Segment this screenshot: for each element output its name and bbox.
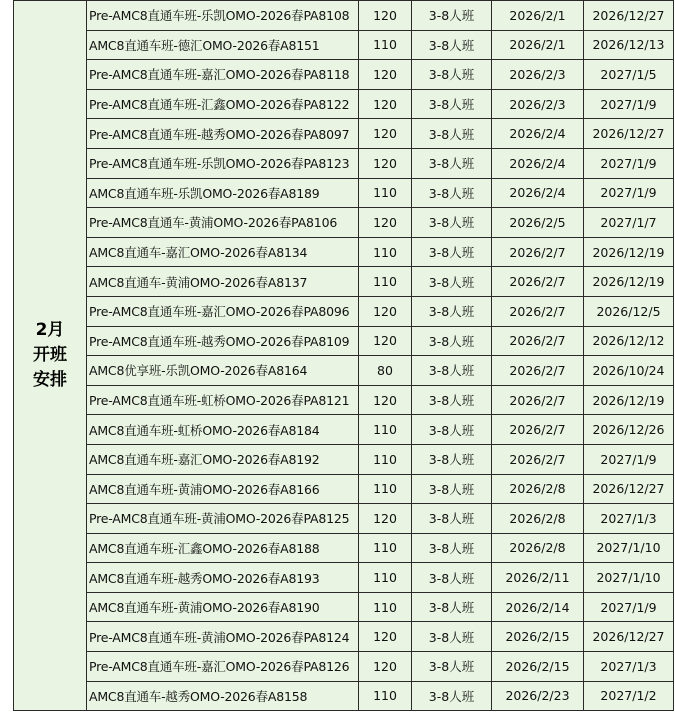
start-date-cell: 2026/2/15 <box>492 622 584 652</box>
class-size-cell: 3-8人班 <box>412 444 492 474</box>
end-date-cell: 2026/12/26 <box>584 415 674 445</box>
table-row <box>14 681 674 711</box>
class-name-cell: Pre-AMC8直通车班-黄浦OMO-2026春PA8125 <box>87 504 359 534</box>
table-row <box>14 30 674 60</box>
price-cell: 120 <box>359 652 412 682</box>
month-group-label-line: 2月 <box>35 320 65 341</box>
start-date-cell: 2026/2/3 <box>492 89 584 119</box>
end-date-cell: 2027/1/10 <box>584 563 674 593</box>
class-name-cell: AMC8直通车-黄浦OMO-2026春A8137 <box>87 267 359 297</box>
class-name-cell: AMC8直通车-越秀OMO-2026春A8158 <box>87 681 359 711</box>
class-size-cell: 3-8人班 <box>412 474 492 504</box>
table-row <box>14 89 674 119</box>
price-cell: 110 <box>359 533 412 563</box>
end-date-cell: 2027/1/9 <box>584 444 674 474</box>
end-date-cell: 2026/10/24 <box>584 356 674 386</box>
class-name-cell: Pre-AMC8直通车班-乐凯OMO-2026春PA8108 <box>87 1 359 31</box>
class-size-cell: 3-8人班 <box>412 563 492 593</box>
price-cell: 110 <box>359 681 412 711</box>
class-name-cell: AMC8直通车班-汇鑫OMO-2026春A8188 <box>87 533 359 563</box>
class-size-cell: 3-8人班 <box>412 119 492 149</box>
price-cell: 110 <box>359 178 412 208</box>
end-date-cell: 2027/1/3 <box>584 652 674 682</box>
price-cell: 110 <box>359 267 412 297</box>
table-row <box>14 60 674 90</box>
end-date-cell: 2027/1/3 <box>584 504 674 534</box>
price-cell: 120 <box>359 119 412 149</box>
price-cell: 110 <box>359 563 412 593</box>
table-row <box>14 474 674 504</box>
class-name-cell: Pre-AMC8直通车班-汇鑫OMO-2026春PA8122 <box>87 89 359 119</box>
schedule-table-frame <box>13 0 673 722</box>
price-cell: 110 <box>359 415 412 445</box>
price-cell: 110 <box>359 592 412 622</box>
table-row <box>14 148 674 178</box>
class-size-cell: 3-8人班 <box>412 1 492 31</box>
class-size-cell: 3-8人班 <box>412 30 492 60</box>
end-date-cell: 2027/1/2 <box>584 681 674 711</box>
price-cell: 120 <box>359 148 412 178</box>
class-name-cell: Pre-AMC8直通车班-嘉汇OMO-2026春PA8096 <box>87 296 359 326</box>
schedule-table-body <box>14 1 674 711</box>
price-cell: 120 <box>359 296 412 326</box>
start-date-cell: 2026/2/8 <box>492 504 584 534</box>
end-date-cell: 2026/12/5 <box>584 296 674 326</box>
end-date-cell: 2026/12/13 <box>584 30 674 60</box>
class-size-cell: 3-8人班 <box>412 267 492 297</box>
table-row <box>14 178 674 208</box>
table-row <box>14 119 674 149</box>
class-size-cell: 3-8人班 <box>412 356 492 386</box>
price-cell: 120 <box>359 60 412 90</box>
class-size-cell: 3-8人班 <box>412 415 492 445</box>
end-date-cell: 2026/12/19 <box>584 385 674 415</box>
class-size-cell: 3-8人班 <box>412 89 492 119</box>
start-date-cell: 2026/2/1 <box>492 30 584 60</box>
class-size-cell: 3-8人班 <box>412 652 492 682</box>
month-group-label-line: 安排 <box>33 370 67 391</box>
class-size-cell: 3-8人班 <box>412 148 492 178</box>
start-date-cell: 2026/2/8 <box>492 474 584 504</box>
class-name-cell: AMC8直通车班-德汇OMO-2026春A8151 <box>87 30 359 60</box>
class-name-cell: AMC8直通车班-乐凯OMO-2026春A8189 <box>87 178 359 208</box>
start-date-cell: 2026/2/23 <box>492 681 584 711</box>
price-cell: 120 <box>359 504 412 534</box>
table-row <box>14 356 674 386</box>
start-date-cell: 2026/2/7 <box>492 267 584 297</box>
class-name-cell: Pre-AMC8直通车-黄浦OMO-2026春PA8106 <box>87 208 359 238</box>
end-date-cell: 2026/12/27 <box>584 622 674 652</box>
class-size-cell: 3-8人班 <box>412 504 492 534</box>
table-row <box>14 385 674 415</box>
end-date-cell: 2027/1/9 <box>584 148 674 178</box>
price-cell: 110 <box>359 237 412 267</box>
class-name-cell: Pre-AMC8直通车班-乐凯OMO-2026春PA8123 <box>87 148 359 178</box>
end-date-cell: 2026/12/19 <box>584 237 674 267</box>
class-size-cell: 3-8人班 <box>412 681 492 711</box>
class-name-cell: AMC8直通车-嘉汇OMO-2026春A8134 <box>87 237 359 267</box>
start-date-cell: 2026/2/7 <box>492 415 584 445</box>
class-size-cell: 3-8人班 <box>412 237 492 267</box>
class-name-cell: Pre-AMC8直通车班-黄浦OMO-2026春PA8124 <box>87 622 359 652</box>
price-cell: 110 <box>359 474 412 504</box>
price-cell: 120 <box>359 385 412 415</box>
start-date-cell: 2026/2/11 <box>492 563 584 593</box>
table-row <box>14 326 674 356</box>
start-date-cell: 2026/2/1 <box>492 1 584 31</box>
end-date-cell: 2027/1/7 <box>584 208 674 238</box>
table-row <box>14 592 674 622</box>
start-date-cell: 2026/2/7 <box>492 237 584 267</box>
table-row <box>14 622 674 652</box>
class-size-cell: 3-8人班 <box>412 326 492 356</box>
end-date-cell: 2027/1/10 <box>584 533 674 563</box>
price-cell: 110 <box>359 444 412 474</box>
table-row <box>14 296 674 326</box>
class-size-cell: 3-8人班 <box>412 533 492 563</box>
end-date-cell: 2027/1/5 <box>584 60 674 90</box>
table-row <box>14 267 674 297</box>
start-date-cell: 2026/2/4 <box>492 119 584 149</box>
end-date-cell: 2027/1/9 <box>584 592 674 622</box>
class-size-cell: 3-8人班 <box>412 178 492 208</box>
class-size-cell: 3-8人班 <box>412 296 492 326</box>
class-schedule-table <box>13 0 674 711</box>
start-date-cell: 2026/2/14 <box>492 592 584 622</box>
class-size-cell: 3-8人班 <box>412 592 492 622</box>
end-date-cell: 2026/12/27 <box>584 474 674 504</box>
start-date-cell: 2026/2/7 <box>492 444 584 474</box>
table-row <box>14 444 674 474</box>
start-date-cell: 2026/2/5 <box>492 208 584 238</box>
class-size-cell: 3-8人班 <box>412 385 492 415</box>
price-cell: 120 <box>359 208 412 238</box>
start-date-cell: 2026/2/4 <box>492 148 584 178</box>
class-name-cell: AMC8直通车班-越秀OMO-2026春A8193 <box>87 563 359 593</box>
start-date-cell: 2026/2/7 <box>492 296 584 326</box>
class-name-cell: Pre-AMC8直通车班-越秀OMO-2026春PA8109 <box>87 326 359 356</box>
class-name-cell: Pre-AMC8直通车班-虹桥OMO-2026春PA8121 <box>87 385 359 415</box>
start-date-cell: 2026/2/7 <box>492 356 584 386</box>
end-date-cell: 2027/1/9 <box>584 178 674 208</box>
class-name-cell: Pre-AMC8直通车班-越秀OMO-2026春PA8097 <box>87 119 359 149</box>
class-name-cell: AMC8直通车班-嘉汇OMO-2026春A8192 <box>87 444 359 474</box>
end-date-cell: 2026/12/27 <box>584 1 674 31</box>
price-cell: 110 <box>359 30 412 60</box>
end-date-cell: 2026/12/12 <box>584 326 674 356</box>
start-date-cell: 2026/2/4 <box>492 178 584 208</box>
table-row <box>14 237 674 267</box>
class-size-cell: 3-8人班 <box>412 622 492 652</box>
end-date-cell: 2026/12/27 <box>584 119 674 149</box>
class-size-cell: 3-8人班 <box>412 60 492 90</box>
end-date-cell: 2026/12/19 <box>584 267 674 297</box>
start-date-cell: 2026/2/7 <box>492 385 584 415</box>
start-date-cell: 2026/2/8 <box>492 533 584 563</box>
class-size-cell: 3-8人班 <box>412 208 492 238</box>
class-name-cell: AMC8直通车班-虹桥OMO-2026春A8184 <box>87 415 359 445</box>
price-cell: 120 <box>359 1 412 31</box>
month-group-label <box>14 1 87 711</box>
start-date-cell: 2026/2/7 <box>492 326 584 356</box>
table-row <box>14 563 674 593</box>
price-cell: 80 <box>359 356 412 386</box>
table-row <box>14 533 674 563</box>
price-cell: 120 <box>359 89 412 119</box>
price-cell: 120 <box>359 326 412 356</box>
end-date-cell: 2027/1/9 <box>584 89 674 119</box>
price-cell: 120 <box>359 622 412 652</box>
class-name-cell: AMC8直通车班-黄浦OMO-2026春A8190 <box>87 592 359 622</box>
class-name-cell: Pre-AMC8直通车班-嘉汇OMO-2026春PA8118 <box>87 60 359 90</box>
class-name-cell: AMC8优享班-乐凯OMO-2026春A8164 <box>87 356 359 386</box>
class-name-cell: AMC8直通车班-黄浦OMO-2026春A8166 <box>87 474 359 504</box>
table-row <box>14 504 674 534</box>
table-row <box>14 1 674 31</box>
table-row <box>14 208 674 238</box>
month-group-label-line: 开班 <box>33 345 67 366</box>
class-name-cell: Pre-AMC8直通车班-嘉汇OMO-2026春PA8126 <box>87 652 359 682</box>
table-row <box>14 652 674 682</box>
table-row <box>14 415 674 445</box>
start-date-cell: 2026/2/15 <box>492 652 584 682</box>
start-date-cell: 2026/2/3 <box>492 60 584 90</box>
